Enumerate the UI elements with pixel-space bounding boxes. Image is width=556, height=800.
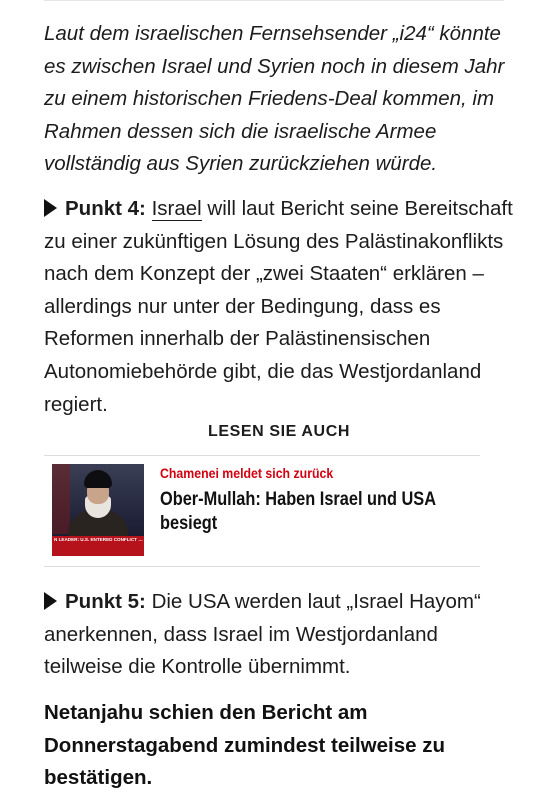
read-also-heading: LESEN SIE AUCH [207, 423, 351, 440]
teaser-kicker[interactable]: Chamenei meldet sich zurück [160, 465, 334, 481]
punkt-4-text: will laut Bericht seine Bereitschaft zu einer zukünftigen Lösung des Palästinakonflikts nach dem Konzept der „zwei Staaten“ erklären – allerdings nur unter der Bedingung, dass es Reformen innerhalb der Palästinensischen Autonomiebehörde gibt, die das Westjordanland regiert. [44, 197, 513, 416]
punkt-4-label: Punkt 4: [65, 197, 146, 220]
divider [44, 455, 480, 456]
teaser-image[interactable] [52, 464, 225, 556]
top-divider [44, 0, 504, 1]
teaser-headline[interactable]: Ober-Mullah: Haben Israel und USA besiegt [160, 489, 436, 534]
play-triangle-icon [44, 592, 57, 610]
divider [44, 566, 480, 567]
read-also-teaser[interactable] [52, 464, 482, 556]
teaser-image-ticker: N LEADER: U.S. ENTERED CONFLICT … WILL BE COMPLETELY DESTROYED [52, 536, 144, 556]
israel-link[interactable]: Israel [151, 197, 202, 220]
punkt-5-text: Die USA werden laut „Israel Hayom“ anerkennen, dass Israel im Westjordanland teilweise die Kontrolle übernimmt. [44, 590, 481, 679]
punkt-5-label: Punkt 5: [65, 590, 146, 613]
closing-paragraph: Netanjahu schien den Bericht am Donnerstagabend zumindest teilweise zu bestätigen. [44, 701, 445, 790]
play-triangle-icon [44, 199, 57, 217]
punkt-4-paragraph [44, 193, 514, 421]
punkt-5-paragraph [44, 586, 514, 684]
intro-paragraph: Laut dem israelischen Fernsehsender „i24“ könnte es zwischen Israel und Syrien noch in diesem Jahr zu einem historischen Friedens-Deal kommen, im Rahmen dessen sich die israelische Armee vollständig aus Syrien zurückziehen würde. [44, 22, 505, 176]
